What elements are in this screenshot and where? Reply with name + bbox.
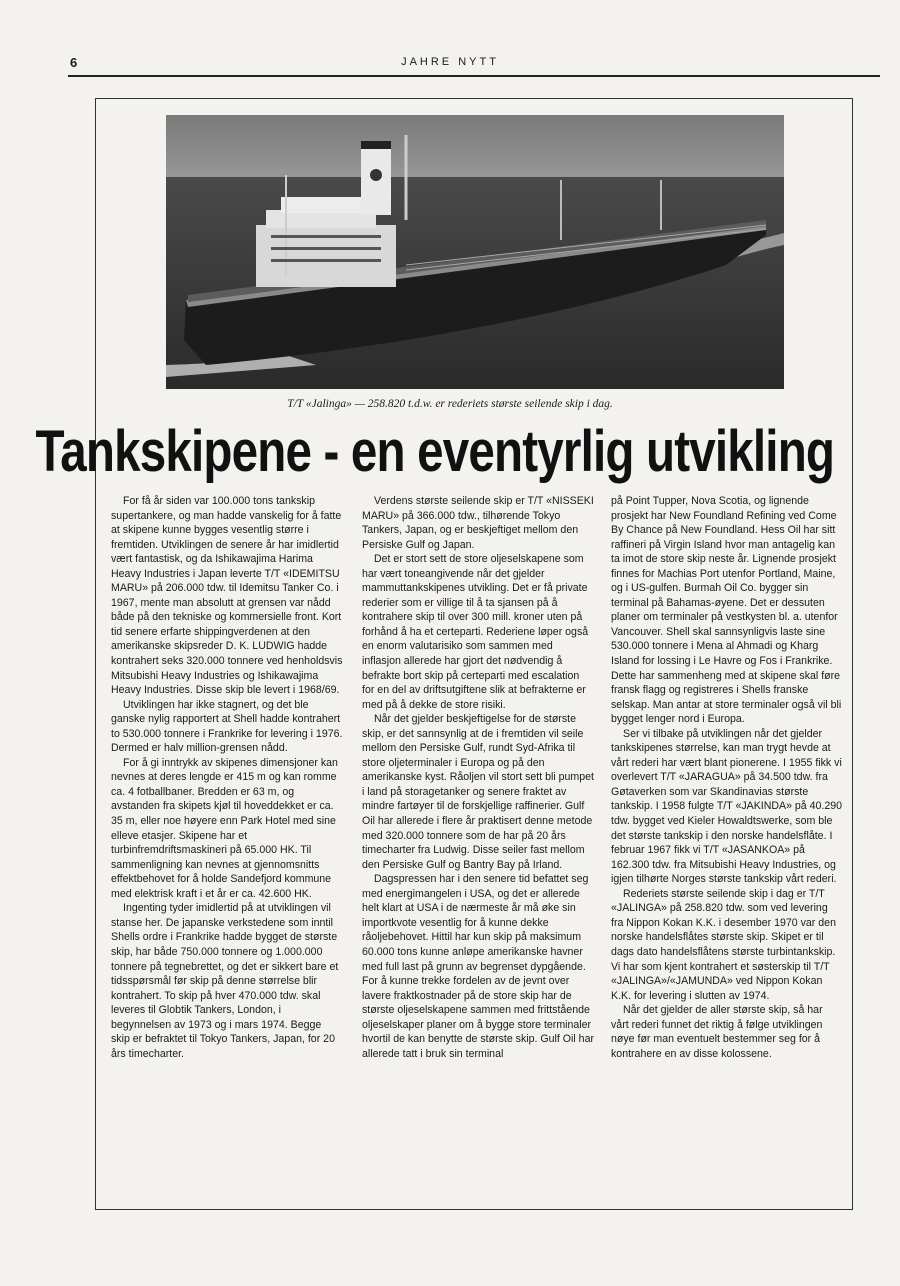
paragraph: Det er stort sett de store oljeselskapene som har vært toneangivende når det gjelder mammuttankskipenes utvikling. Det er få private rederier som er villige til å ta sjansen på å kontrahere skip til over 300 mill. kroner uten på forhånd å ha et certeparti. Rederiene løper også en enorm valutarisiko som sammen med inflasjon allerede har gjort det nødvendig å befrakte bort skip på certeparti med escalation for en del av driftsutgiftene slik at befrakterne er med på å dekke de store risiki. <box>362 553 589 711</box>
running-head: JAHRE NYTT <box>401 56 499 68</box>
paragraph: Rederiets største seilende skip i dag er T/T «JALINGA» på 258.820 tdw. som ved levering fra Nippon Kokan K.K. i desember 1970 var den norske handelsflåtes største skip. Skipet er til dags dato handelsflåtens største turbintankskip. Vi har som kjent kontrahert et søsterskip til T/T «JALINGA»/«JAMUNDA» ved Nippon Kokan K.K. for levering i slutten av 1974. <box>611 887 836 1002</box>
paragraph: For å gi inntrykk av skipenes dimensjoner kan nevnes at deres lengde er 415 m og kan romme ca. 4 fotballbaner. Bredden er 63 m, og avstanden fra skipets kjøl til hoveddekket er ca. 35 m, eller noe høyere enn Park Hotel med sine elleve etasjer. Skipene har et turbinfremdriftsmaskineri på 65.000 HK. Til sammenligning kan nevnes at gjennomsnitts effektbehovet for å holde Sandefjord kommune med elektrisk kraft i et år er ca. 42.600 HK. <box>111 756 338 900</box>
paragraph: på Point Tupper, Nova Scotia, og lignende prosjekt har New Foundland Refining ved Come By Chance på New Foundland. Hess Oil har sitt raffineri på Virgin Island hvor man antagelig kan ta imot de store skip neste år. Lignende prosjekt finnes for Machias Port utenfor Portland, Maine, og i US-gulfen. Burmah Oil Co. bygger sin terminal på Bahamas-øyene. Det er dessuten planer om terminaler på vestkysten bl. a. utenfor Vancouver. Shell skal sannsynligvis laste sine 530.000 tonnere i Mena al Ahmadi og Kharg Island for lossing i Le Havre og Fos i Frankrike. Dette har sammenheng med at skipene skal føre fransk flagg og registreres i Shells franske selskap. Man antar at store terminaler også vil bli bygget lenger nord i Europa. <box>611 495 842 726</box>
paragraph: Når det gjelder de aller største skip, så har vårt rederi funnet det riktig å følge utviklingen nøye før man eventuelt bestemmer seg for å kontrahere en av disse kolossene. <box>611 1004 823 1060</box>
tanker-ship-photo <box>166 115 784 389</box>
paragraph: Verdens største seilende skip er T/T «NISSEKI MARU» på 366.000 tdw., tilhørende Tokyo Tankers, Japan, og er beskjeftiget mellom den Persiske Gulf og Japan. <box>362 495 594 551</box>
paragraph: Når det gjelder beskjeftigelse for de største skip, er det sannsynlig at de i fremtiden vil seile mellom den Persiske Gulf, rundt Syd-Afrika til store oljeterminaler i Europa og på den amerikanske kyst. Råoljen vil stort sett bli pumpet i land på storagetanker og senere fraktet av mindre fartøyer til de forskjellige raffinerier. Gulf Oil har allerede i flere år praktisert denne metode med 320.000 tonnere som de har på 20 års timecharter fra Ludwig. Disse seiler fast mellom den Persiske Gulf og Bantry Bay på Irland. <box>362 713 594 871</box>
headline: Tankskipene - en eventyrlig utvikling <box>35 419 835 484</box>
article-column-3 <box>611 494 843 1061</box>
photo-caption: T/T «Jalinga» — 258.820 t.d.w. er rederiets største seilende skip i dag. <box>287 398 613 410</box>
paragraph: Utviklingen har ikke stagnert, og det ble ganske nylig rapportert at Shell hadde kontrahert to 530.000 tonnere i Frankrike for levering i 1976. Dermed er halv million-grensen nådd. <box>111 698 343 755</box>
paragraph: Ser vi tilbake på utviklingen når det gjelder tankskipenes størrelse, kan man trygt hevde at vårt rederi har vært blant pionerene. I 1955 fikk vi overlevert T/T «JARAGUA» på 34.500 tdw. fra Gøtaverken som var Skandinavias største tankskip. I 1958 fulgte T/T «JAKINDA» på 40.290 tdw. bygget ved Kieler Howaldtswerke, som ble det største tankskip i den norske handelsflåte. I februar 1967 fikk vi T/T «JASANKOA» på 162.300 tdw. fra Mitsubishi Heavy Industries, og igjen tilhørte Norges største tankskip vårt rederi. <box>611 727 843 886</box>
article-column-1 <box>111 494 343 1061</box>
paragraph: Dagspressen har i den senere tid befattet seg med energimangelen i USA, og det er allerede helt klart at USA i de nærmeste år må øke sin importkvote vesentlig for å kunne dekke råoljebehovet. Hittil har kun skip på maksimum 60.000 tons kunne anløpe amerikanske havner med full last på grunn av begrenset dypgående. For å kunne trekke fordelen av de jevnt over lavere fraktkostnader på de store skip har de største oljeselskapene sammen med frittstående oljeselskaper planer om å bygge store terminaler hvortil de kan benytte de største skip. Gulf Oil har allerede tatt i bruk sin terminal <box>362 873 594 1060</box>
paragraph: Ingenting tyder imidlertid på at utviklingen vil stanse her. De japanske verkstedene som inntil Shells ordre i Frankrike hadde bygget de største skip, har både 750.000 tonnere og 1.000.000 tonnere på tegnebrettet, og det er sikkert bare et tidsspørsmål før skip på denne størrelse blir kontrahert. To skip på hver 470.000 tdw. skal leveres til Globtik Tankers, London, i begynnelsen av 1973 og i mars 1974. Begge skip er befraktet til Tokyo Tankers, Japan, for 20 års timecharter. <box>111 902 339 1060</box>
page-number: 6 <box>70 55 78 70</box>
paragraph: For få år siden var 100.000 tons tankskip supertankere, og man hadde vanskelig for å fatte at skipene kunne bygges vesentlig større i fremtiden. Utviklingen de senere år har imidlertid vært fantastisk, og da Ishikawajima Harima Heavy Industries i Japan leverte T/T «IDEMITSU MARU» på 206.000 tdw. til Idemitsu Tanker Co. i 1967, mente man absolutt at grensen var nådd både på den tekniske og kommersielle front. Kort tid senere erfarte shippingverdenen at den amerikanske skipsreder D. K. LUDWIG hadde kontrahert seks 320.000 tonnere ved henholdsvis Mitsubishi Heavy Industries og Ishikawajima Heavy Industries. Disse skip ble levert i 1968/69. <box>111 495 343 697</box>
article-column-2 <box>362 494 594 1061</box>
header-rule <box>68 75 880 77</box>
